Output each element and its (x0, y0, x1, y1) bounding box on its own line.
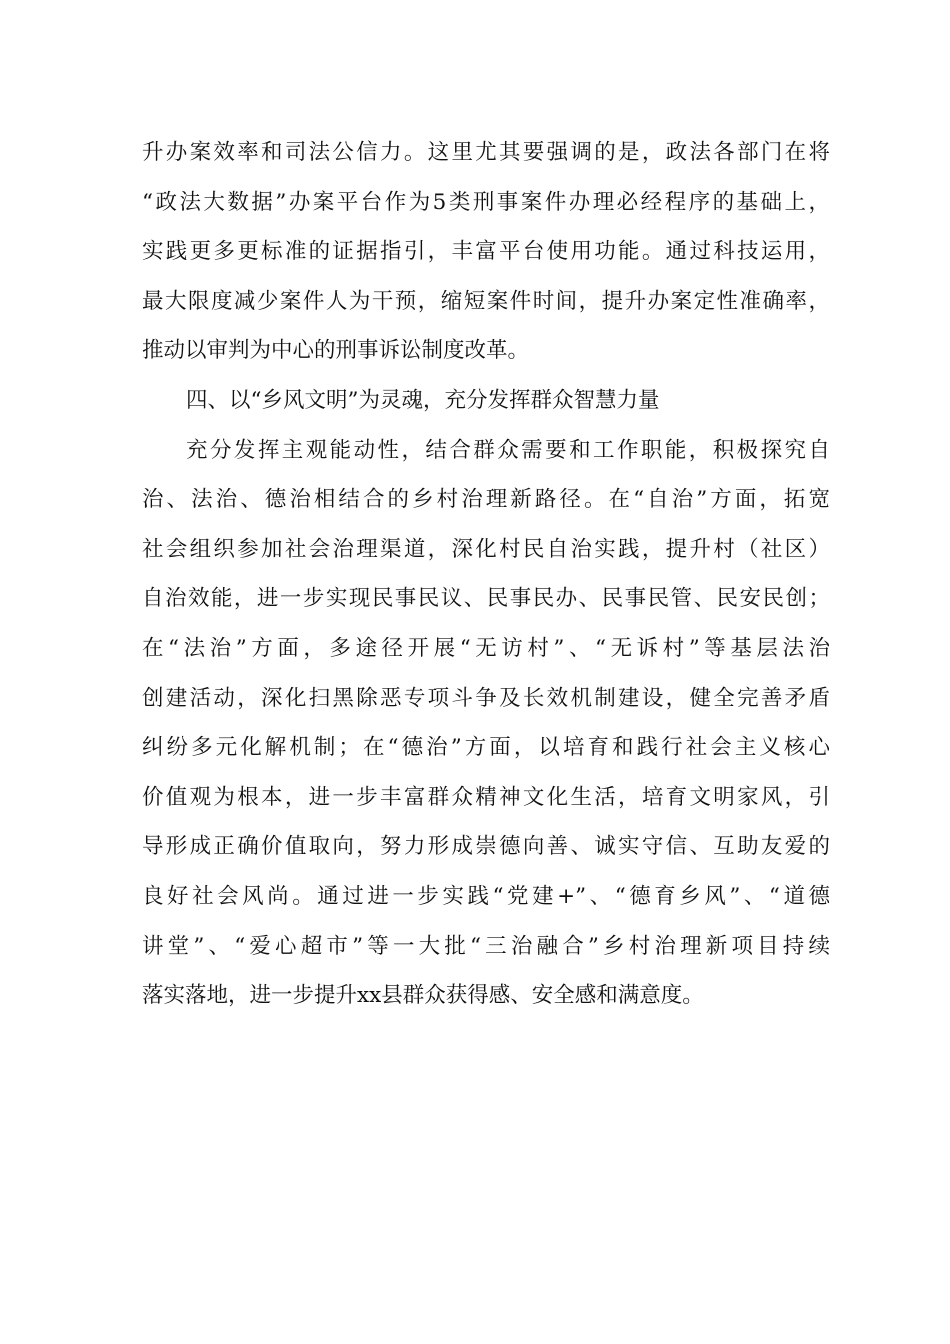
paragraph-continued (142, 128, 830, 376)
paragraph-line: 纠纷多元化解机制；在“德治”方面，以培育和践行社会主义核心 (142, 735, 830, 761)
paragraph-line: 良好社会风尚。通过进一步实践“党建+”、“德育乡风”、“道德 (142, 883, 830, 909)
section-heading: 四、以“乡风文明”为灵魂，充分发挥群众智慧力量 (186, 388, 660, 413)
paragraph-line: 讲堂”、“爱心超市”等一大批“三治融合”乡村治理新项目持续 (142, 933, 830, 959)
paragraph-line: “政法大数据”办案平台作为5类刑事案件办理必经程序的基础上， (142, 189, 830, 215)
paragraph-line: 社会组织参加社会治理渠道，深化村民自治实践，提升村（社区） (142, 536, 830, 562)
paragraph-line: 实践更多更标准的证据指引，丰富平台使用功能。通过科技运用， (142, 239, 830, 265)
paragraph-line: 自治效能，进一步实现民事民议、民事民办、民事民管、民安民创； (142, 586, 830, 612)
paragraph-line: 价值观为根本，进一步丰富群众精神文化生活，培育文明家风，引 (142, 784, 830, 810)
paragraph-line: 在“法治”方面，多途径开展“无访村”、“无诉村”等基层法治 (142, 635, 830, 661)
paragraph-line: 推动以审判为中心的刑事诉讼制度改革。 (142, 338, 530, 364)
section-four (142, 376, 830, 1021)
paragraph-line: 升办案效率和司法公信力。这里尤其要强调的是，政法各部门在将 (142, 140, 830, 165)
paragraph-line: 落实落地，进一步提升xx县群众获得感、安全感和满意度。 (142, 983, 704, 1009)
paragraph-line: 导形成正确价值取向，努力形成崇德向善、诚实守信、互助友爱的 (142, 834, 830, 860)
paragraph-line: 治、法治、德治相结合的乡村治理新路径。在“自治”方面，拓宽 (142, 487, 830, 513)
paragraph-line: 创建活动，深化扫黑除恶专项斗争及长效机制建设，健全完善矛盾 (142, 685, 830, 711)
paragraph-line: 最大限度减少案件人为干预，缩短案件时间，提升办案定性准确率， (142, 288, 830, 314)
paragraph-line: 充分发挥主观能动性，结合群众需要和工作职能，积极探究自 (186, 437, 830, 463)
